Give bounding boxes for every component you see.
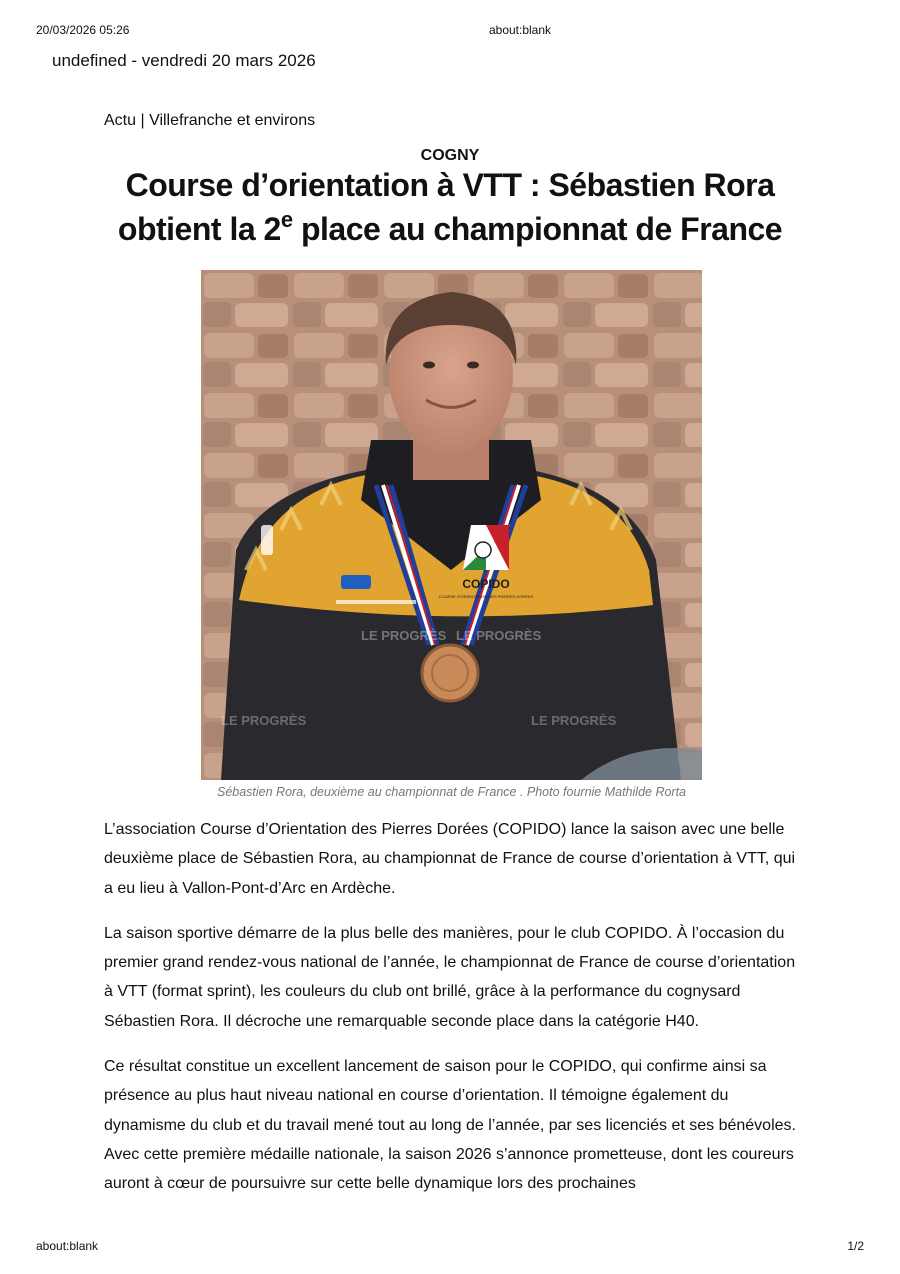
print-footer-url: about:blank (36, 1239, 99, 1253)
article-kicker: COGNY (420, 147, 480, 164)
jersey-club-text: COPIDO (462, 577, 510, 591)
watermark-text: LE PROGRÈS (221, 713, 307, 728)
article-headline (100, 163, 800, 251)
watermark-text: LE PROGRÈS (456, 628, 542, 643)
headline-part1: Course d’orientation à VTT : Sébastien Rora obtient la 2 (117, 167, 775, 247)
photo-caption: Sébastien Rora, deuxième au championnat de France . Photo fournie Mathilde Rorta (216, 785, 687, 799)
article-photo (201, 270, 702, 780)
page-number: 1/2 (847, 1239, 864, 1253)
print-datetime: 20/03/2026 05:26 (36, 23, 130, 37)
headline-superscript: e (280, 207, 293, 232)
article-paragraph: Ce résultat constitue un excellent lancement de saison pour le COPIDO, qui confirme ainsi sa présence au plus haut niveau national en course d’orientation. Il témoigne également du dynamisme du club et du travail mené tout au long de l’année, par ses licenciés et ses bénévoles. Avec cette première médaille nationale, la saison 2026 s’annonce prometteuse, dont les coureurs auront à cœur de poursuivre sur cette belle dynamique lors des prochaines (104, 1058, 796, 1193)
headline-part2: place au championnat de France (292, 211, 783, 247)
print-url: about:blank (488, 23, 552, 37)
breadcrumb: Actu | Villefranche et environs (104, 112, 316, 129)
watermark-text: LE PROGRÈS (531, 713, 617, 728)
article-body (104, 815, 804, 1215)
edition-date: undefined - vendredi 20 mars 2026 (52, 51, 316, 70)
jersey-subtitle-text: COURSE D'ORIENTATION DES PIERRES DORÉES (438, 594, 534, 599)
watermark-text: LE PROGRÈS (361, 628, 447, 643)
medal (422, 645, 478, 701)
article-paragraph: La saison sportive démarre de la plus belle des manières, pour le club COPIDO. À l’occasion du premier grand rendez-vous national de l’année, le championnat de France de course d’orientation à VTT (format sprint), les couleurs du club ont brillé, grâce à la performance du cognysard Sébastien Rora. Il décroche une remarquable seconde place dans la catégorie H40. (104, 924, 796, 1030)
article-paragraph: L’association Course d’Orientation des Pierres Dorées (COPIDO) lance la saison avec une belle deuxième place de Sébastien Rora, au championnat de France de course d’orientation à VTT, qui a eu lieu à Vallon-Pont-d’Arc en Ardèche. (104, 821, 796, 897)
